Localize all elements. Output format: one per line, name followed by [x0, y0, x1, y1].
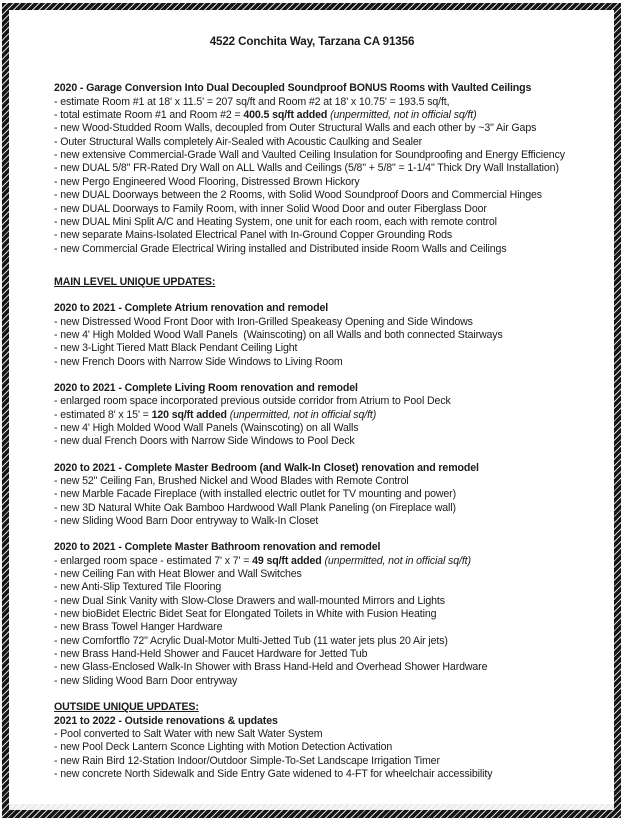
text-segment: - new DUAL 5/8" FR-Rated Dry Wall on ALL Walls and Ceilings (5/8" + 5/8" = 1-1/4" Thick Dry Wall Installation) — [54, 162, 559, 175]
bullet-line — [54, 409, 600, 422]
bullet-line — [54, 488, 600, 501]
text-segment: - new French Doors with Narrow Side Windows to Living Room — [54, 355, 343, 368]
text-segment: - new Wood-Studded Room Walls, decoupled from Outer Structural Walls and each other by ~3" Air Gaps — [54, 122, 537, 135]
text-segment: - enlarged room space incorporated previous outside corridor from Atrium to Pool Deck — [54, 395, 451, 408]
text-segment: - enlarged room space - estimated 7' x 7' = — [54, 554, 253, 567]
text-segment: - new Dual Sink Vanity with Slow-Close Drawers and wall-mounted Mirrors and Lights — [54, 594, 445, 607]
text-segment: - new Sliding Wood Barn Door entryway to Walk-In Closet — [54, 515, 319, 528]
section-heading: 2020 - Garage Conversion Into Dual Decoupled Soundproof BONUS Rooms with Vaulted Ceilings — [54, 82, 532, 95]
bullet-line — [54, 675, 600, 688]
page-title: 4522 Conchita Way, Tarzana CA 91356 — [209, 35, 415, 48]
scan-artifact-hatch — [9, 804, 614, 810]
text-segment: - new 52" Ceiling Fan, Brushed Nickel and Wood Blades with Remote Control — [54, 475, 409, 487]
bullet-line — [54, 755, 600, 768]
text-segment: - new 3D Natural White Oak Bamboo Hardwood Wall Plank Paneling (on Fireplace wall) — [54, 501, 456, 514]
text-segment: 120 sq/ft added — [151, 408, 230, 421]
text-segment: - new extensive Commercial-Grade Wall and Vaulted Ceiling Insulation for Soundproofing and Energy Efficiency — [54, 149, 565, 162]
bullet-line — [54, 216, 600, 229]
section-block — [54, 382, 600, 449]
bullet-line — [54, 229, 600, 242]
section-label: OUTSIDE UNIQUE UPDATES: — [54, 701, 199, 714]
text-segment: - new DUAL Doorways to Family Room, with inner Solid Wood Door and outer Fiberglass Door — [54, 202, 487, 215]
page-hatched-border — [2, 3, 621, 818]
text-segment: - estimate Room #1 at 18' x 11.5' = 207 sq/ft and Room #2 at 18' x 10.75' = 193.5 sq/ft, — [54, 95, 450, 108]
section-block — [54, 276, 600, 289]
bullet-line — [54, 109, 600, 122]
bullet-line — [54, 149, 600, 162]
bullet-line — [54, 136, 600, 149]
text-segment: - new 4' High Molded Wood Wall Panels (Wainscoting) on all Walls and both connected Stairways — [54, 328, 503, 341]
text-segment: - Pool converted to Salt Water with new Salt Water System — [54, 727, 323, 740]
text-segment: - new dual French Doors with Narrow Side Windows to Pool Deck — [54, 435, 355, 448]
text-segment: (unpermitted, not in official sq/ft) — [229, 408, 377, 421]
bullet-line — [54, 608, 600, 621]
section-heading: 2020 to 2021 - Complete Master Bedroom (and Walk-In Closet) renovation and remodel — [54, 461, 479, 474]
bullet-line — [54, 741, 600, 754]
document-content — [9, 10, 614, 804]
text-segment: - new 4' High Molded Wood Wall Panels (Wainscoting) on all Walls — [54, 421, 359, 434]
bullet-line — [54, 581, 600, 594]
bullet-line — [54, 635, 600, 648]
bullet-line — [54, 243, 600, 256]
text-segment: - new Pergo Engineered Wood Flooring, Distressed Brown Hickory — [54, 175, 360, 188]
bullet-line — [54, 96, 600, 109]
text-segment: - new Distressed Wood Front Door with Iron-Grilled Speakeasy Opening and Side Windows — [54, 315, 473, 328]
bullet-line — [54, 502, 600, 515]
bullet-line — [54, 661, 600, 674]
text-segment: - new Ceiling Fan with Heat Blower and Wall Switches — [54, 568, 302, 581]
text-segment: - Outer Structural Walls completely Air-Sealed with Acoustic Caulking and Sealer — [54, 135, 423, 148]
text-segment: - new Comfortflo 72" Acrylic Dual-Motor Multi-Jetted Tub (11 water jets plus 20 Air jets) — [54, 634, 448, 647]
bullet-line — [54, 595, 600, 608]
bullet-line — [54, 568, 600, 581]
text-segment: 400.5 sq/ft added — [243, 109, 331, 122]
section-block — [54, 701, 600, 781]
bullet-line — [54, 728, 600, 741]
text-segment: - new Marble Facade Fireplace (with installed electric outlet for TV mounting and power) — [54, 488, 457, 501]
text-segment: - new Anti-Slip Textured Tile Flooring — [54, 581, 222, 594]
text-segment: - new Rain Bird 12-Station Indoor/Outdoor Simple-To-Set Landscape Irrigation Timer — [54, 754, 440, 767]
text-segment: - total estimate Room #1 and Room #2 = — [54, 109, 244, 122]
bullet-line — [54, 768, 600, 781]
section-block — [54, 82, 600, 255]
bullet-line — [54, 316, 600, 329]
text-segment: - new Glass-Enclosed Walk-In Shower with Brass Hand-Held and Overhead Shower Hardware — [54, 661, 488, 674]
bullet-line — [54, 395, 600, 408]
bullet-line — [54, 648, 600, 661]
bullet-line — [54, 189, 600, 202]
section-heading: 2020 to 2021 - Complete Atrium renovation and remodel — [54, 302, 329, 315]
bullet-line — [54, 176, 600, 189]
section-heading: 2020 to 2021 - Complete Master Bathroom renovation and remodel — [54, 541, 381, 554]
text-segment: - new Brass Towel Hanger Hardware — [54, 621, 223, 634]
text-segment: (unpermitted, not in official sq/ft) — [330, 109, 477, 122]
bullet-line — [54, 162, 600, 175]
section-block — [54, 541, 600, 688]
bullet-line — [54, 475, 600, 488]
text-segment: (unpermitted, not in official sq/ft) — [324, 554, 471, 567]
bullet-line — [54, 422, 600, 435]
text-segment: - new Sliding Wood Barn Door entryway — [54, 674, 238, 687]
bullet-line — [54, 435, 600, 448]
section-block — [54, 462, 600, 529]
bullet-line — [54, 621, 600, 634]
bullet-line — [54, 515, 600, 528]
section-heading: 2021 to 2022 - Outside renovations & updates — [54, 714, 278, 727]
text-segment: - new Pool Deck Lantern Sconce Lighting with Motion Detection Activation — [54, 741, 393, 754]
document-body — [54, 82, 600, 781]
bullet-line — [54, 122, 600, 135]
text-segment: - new Commercial Grade Electrical Wiring installed and Distributed inside Room Walls and Ceilings — [54, 242, 507, 255]
text-segment: - new bioBidet Electric Bidet Seat for Elongated Toilets in White with Fusion Heating — [54, 608, 437, 621]
bullet-line — [54, 329, 600, 342]
section-heading: 2020 to 2021 - Complete Living Room renovation and remodel — [54, 381, 358, 394]
section-block — [54, 302, 600, 369]
text-segment: - new concrete North Sidewalk and Side Entry Gate widened to 4-FT for wheelchair accessibility — [54, 767, 493, 780]
text-segment: - new 3-Light Tiered Matt Black Pendant Ceiling Light — [54, 342, 298, 355]
text-segment: - new separate Mains-Isolated Electrical Panel with In-Ground Copper Grounding Rods — [54, 229, 453, 242]
bullet-line — [54, 342, 600, 355]
bullet-line — [54, 203, 600, 216]
bullet-line — [54, 555, 600, 568]
bullet-line — [54, 356, 600, 369]
document-page — [9, 10, 614, 810]
text-segment: - new DUAL Mini Split A/C and Heating System, one unit for each room, each with remote control — [54, 215, 497, 228]
text-segment: - new Brass Hand-Held Shower and Faucet Hardware for Jetted Tub — [54, 648, 368, 661]
text-segment: - new DUAL Doorways between the 2 Rooms, with Solid Wood Soundproof Doors and Commercial Hinges — [54, 189, 542, 202]
text-segment: - estimated 8' x 15' = — [54, 408, 152, 421]
section-label: MAIN LEVEL UNIQUE UPDATES: — [54, 275, 216, 288]
text-segment: 49 sq/ft added — [252, 554, 325, 567]
